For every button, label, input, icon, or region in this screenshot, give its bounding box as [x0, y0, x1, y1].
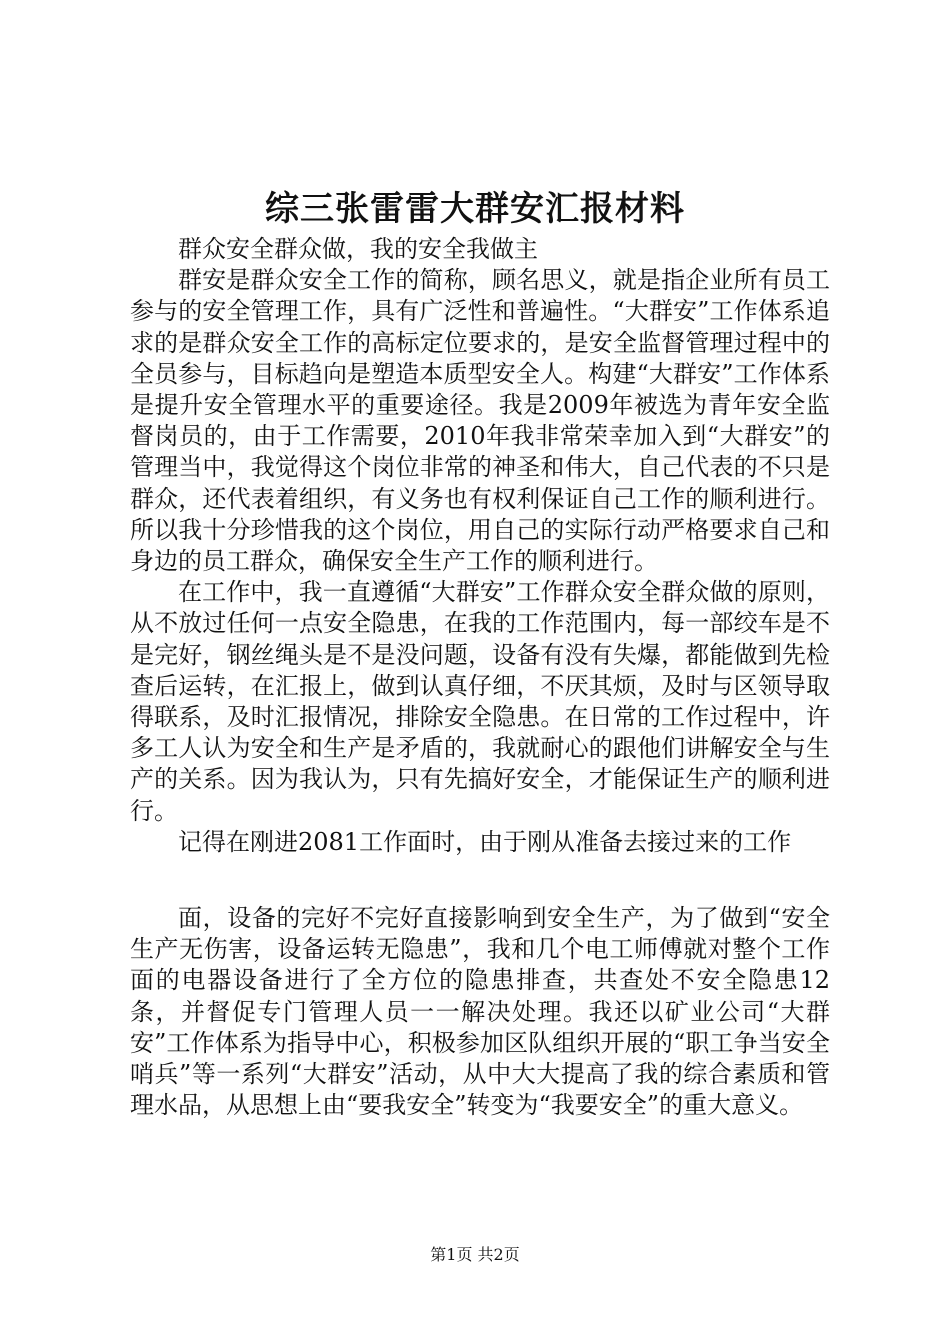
page-footer: 第1页 共2页	[430, 1245, 520, 1264]
document-title: 综三张雷雷大群安汇报材料	[265, 189, 685, 229]
paragraph-subtitle: 群众安全群众做，我的安全我做主	[178, 235, 538, 263]
body-block-1	[130, 234, 830, 858]
paragraph-intro: 群安是群众安全工作的简称，顾名思义，就是指企业所有员工参与的安全管理工作，具有广泛性和普遍性。“大群安”工作体系追求的是群众安全工作的高标定位要求的，是安全监督管理过程中的全员参与，目标趋向是塑造本质型安全人。构建“大群安”工作体系是提升安全管理水平的重要途径。我是2009年被选为青年安全监督岗员的，由于工作需要，2010年我非常荣幸加入到“大群安”的管理当中，我觉得这个岗位非常的神圣和伟大，自己代表的不只是群众，还代表着组织，有义务也有权利保证自己工作的顺利进行。所以我十分珍惜我的这个岗位，用自己的实际行动严格要求自己和身边的员工群众，确保安全生产工作的顺利进行。	[130, 266, 830, 576]
paragraph-2081-start: 记得在刚进2081工作面时，由于刚从准备去接过来的工作	[178, 827, 792, 856]
paragraph-2081-continued: 面，设备的完好不完好直接影响到安全生产，为了做到“安全生产无伤害，设备运转无隐患”，我和几个电工师傅就对整个工作面的电器设备进行了全方位的隐患排查，共查处不安全隐患12条，并督促专门管理人员一一解决处理。我还以矿业公司“大群安”工作体系为指导中心，积极参加区队组织开展的“职工争当安全哨兵”等一系列“大群安”活动，从中大大提高了我的综合素质和管理水品，从思想上由“要我安全”转变为“我要安全”的重大意义。	[130, 904, 830, 1120]
paragraph-work-principle: 在工作中，我一直遵循“大群安”工作群众安全群众做的原则，从不放过任何一点安全隐患，在我的工作范围内，每一部绞车是不是完好，钢丝绳头是不是没问题，设备有没有失爆，都能做到先检查后运转，在汇报上，做到认真仔细，不厌其烦，及时与区领导取得联系，及时汇报情况，排除安全隐患。在日常的工作过程中，许多工人认为安全和生产是矛盾的，我就耐心的跟他们讲解安全与生产的关系。因为我认为，只有先搞好安全，才能保证生产的顺利进行。	[130, 578, 830, 825]
body-block-2	[130, 903, 830, 1121]
